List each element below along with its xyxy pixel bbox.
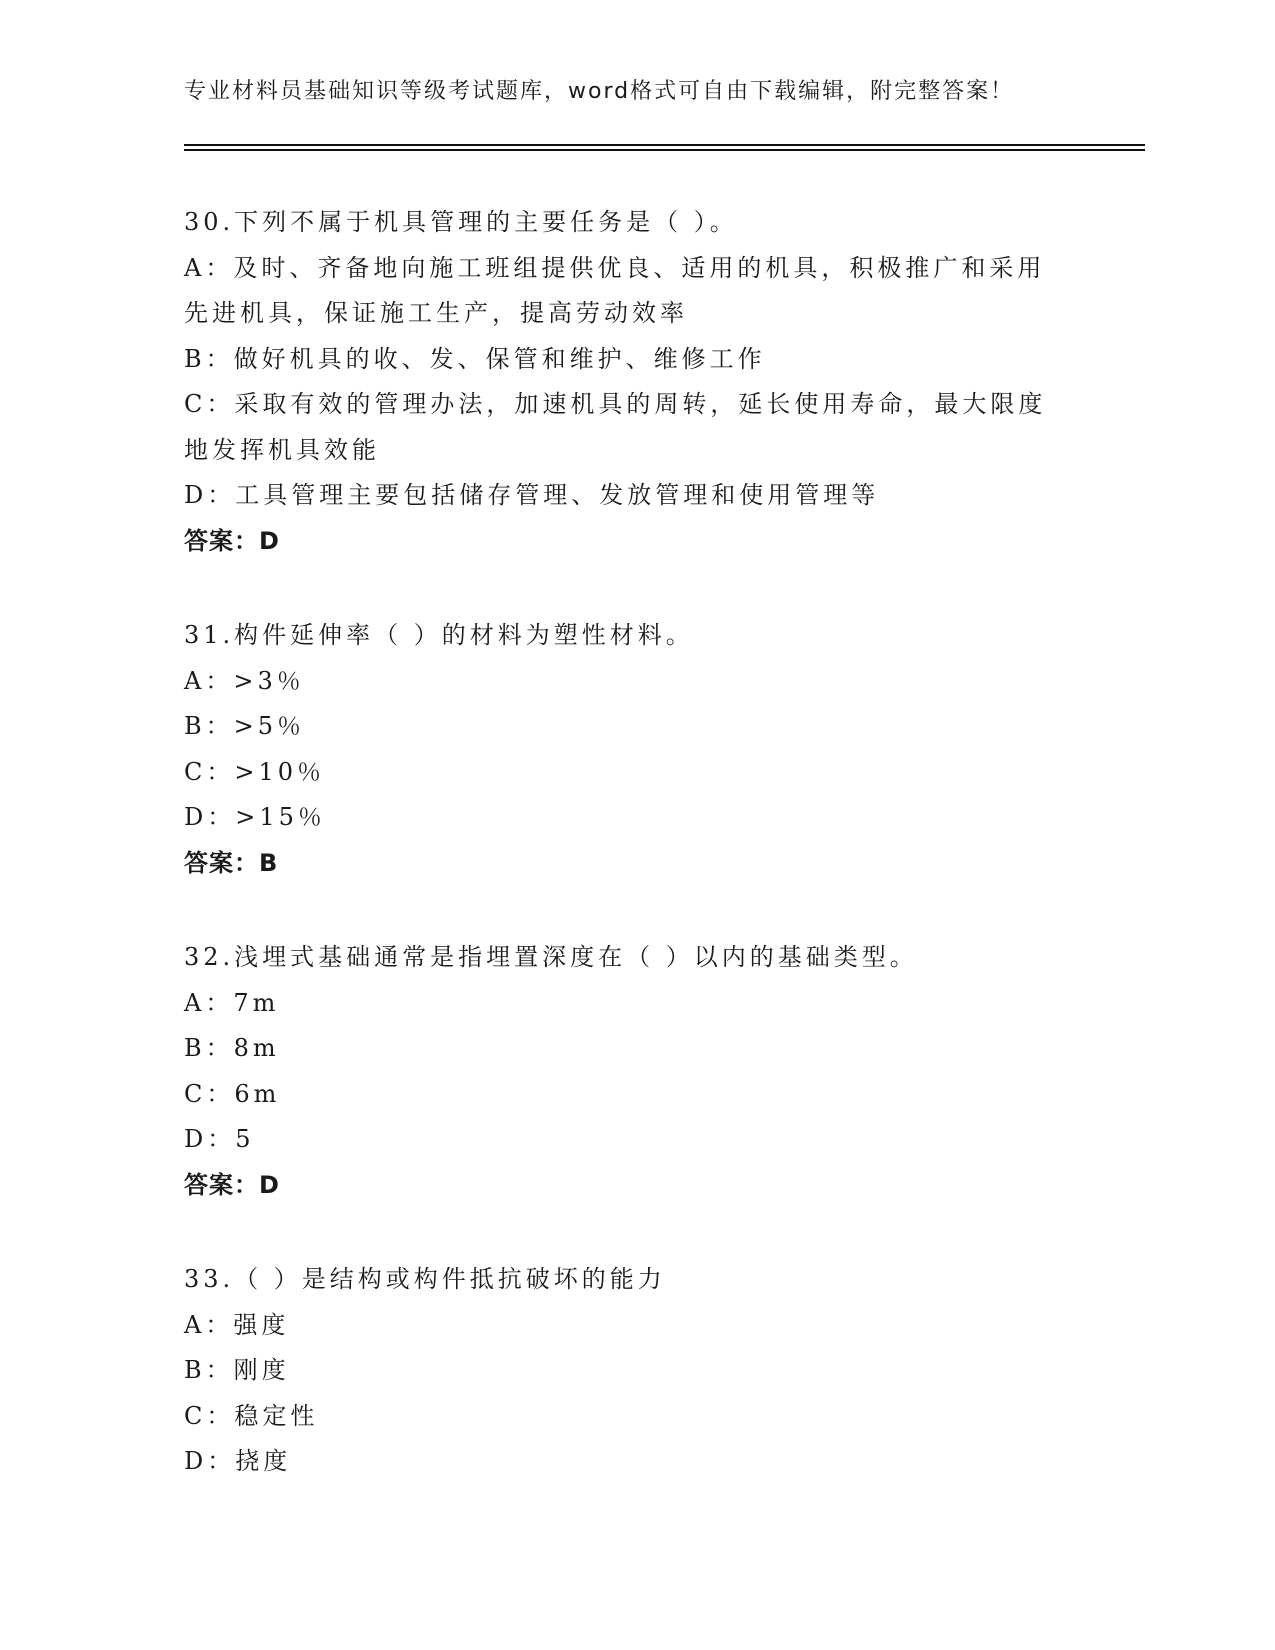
option-c: C：>10％ [184,757,326,786]
option-d: D：5 [184,1125,255,1153]
page-header: 专业材料员基础知识等级考试题库，word格式可自由下载编辑，附完整答案！ [184,79,1015,104]
answer: 答案：D [184,526,280,555]
option-a: A：7m [184,988,280,1017]
option-a: A：>3％ [184,666,305,695]
question-32 [184,935,1084,1208]
question-33 [184,1257,1084,1485]
option-c: C：稳定性 [184,1401,319,1430]
option-a: A：强度 [184,1310,290,1339]
header-double-rule [184,144,1145,151]
option-c-continued: 地发挥机具效能 [184,435,380,464]
option-d: D：挠度 [184,1447,292,1475]
option-d: D：>15％ [184,803,326,831]
answer: 答案：B [184,848,279,877]
option-c: C：采取有效的管理办法，加速机具的周转，延长使用寿命，最大限度 [184,390,1047,418]
answer: 答案：D [184,1170,280,1199]
option-b: B：刚度 [184,1356,290,1384]
question-31 [184,613,1084,886]
option-b: B：>5％ [184,712,306,740]
option-d: D：工具管理主要包括储存管理、发放管理和使用管理等 [184,481,880,509]
option-b: B：8m [184,1034,280,1062]
question-stem: 30.下列不属于机具管理的主要任务是（ ）。 [184,208,738,236]
question-stem: 31.构件延伸率（ ）的材料为塑性材料。 [184,621,694,649]
option-a: A：及时、齐备地向施工班组提供优良、适用的机具，积极推广和采用 [184,253,1046,282]
question-stem: 33.（ ）是结构或构件抵抗破坏的能力 [184,1265,666,1293]
option-c: C：6m [184,1079,281,1108]
option-b: B：做好机具的收、发、保管和维护、维修工作 [184,344,766,373]
question-list [184,200,1084,1534]
question-stem: 32.浅埋式基础通常是指埋置深度在（ ）以内的基础类型。 [184,943,918,971]
question-30 [184,200,1084,564]
option-a-continued: 先进机具，保证施工生产，提高劳动效率 [184,299,688,327]
